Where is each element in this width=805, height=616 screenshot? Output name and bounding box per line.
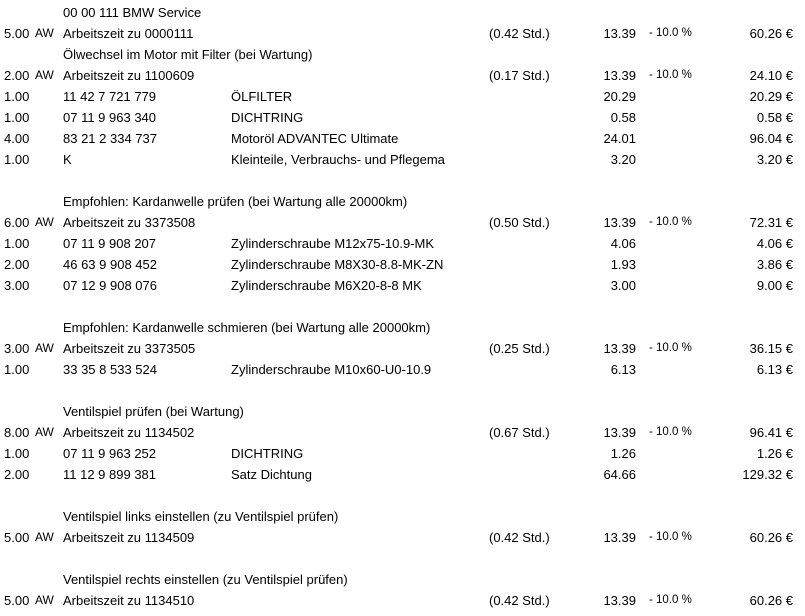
- part-number: 83 21 2 334 737: [63, 131, 157, 146]
- discount: - 10.0 %: [649, 342, 692, 354]
- quantity: 1.00: [4, 110, 30, 125]
- part-description: Zylinderschraube M6X20-8-8 MK: [231, 278, 422, 293]
- unit-price: 64.66: [603, 467, 636, 482]
- line-total: 60.26 €: [749, 26, 793, 41]
- unit: AW: [35, 593, 54, 607]
- quantity: 2.00: [4, 467, 30, 482]
- unit-price: 1.26: [610, 446, 636, 461]
- discount: - 10.0 %: [649, 531, 692, 543]
- part-row: [0, 149, 805, 170]
- unit-price: 1.93: [610, 257, 636, 272]
- section-header: [0, 2, 805, 23]
- part-row: [0, 359, 805, 380]
- line-total: 3.86 €: [756, 257, 793, 272]
- unit-price: 4.06: [610, 236, 636, 251]
- part-row: [0, 233, 805, 254]
- labor-code: Arbeitszeit zu 3373508: [63, 215, 196, 230]
- quantity: 3.00: [4, 341, 30, 356]
- line-total: 20.29 €: [749, 89, 793, 104]
- unit: AW: [35, 26, 54, 40]
- labor-code: Arbeitszeit zu 0000111: [63, 26, 194, 41]
- section-header: [0, 401, 805, 422]
- part-description: Zylinderschraube M12x75-10.9-MK: [231, 236, 435, 251]
- part-number: 07 11 9 963 340: [63, 110, 157, 125]
- quantity: 2.00: [4, 68, 30, 83]
- quantity: 1.00: [4, 362, 30, 377]
- hours: (0.17 Std.): [489, 68, 550, 83]
- unit: AW: [35, 425, 54, 439]
- line-total: 60.26 €: [749, 593, 793, 608]
- part-number: K: [63, 152, 72, 167]
- quantity: 4.00: [4, 131, 30, 146]
- unit-price: 20.29: [603, 89, 636, 104]
- quantity: 6.00: [4, 215, 30, 230]
- unit-price: 13.39: [603, 530, 636, 545]
- unit-price: 6.13: [610, 362, 636, 377]
- quantity: 1.00: [4, 446, 30, 461]
- line-total: 72.31 €: [749, 215, 793, 230]
- unit: AW: [35, 215, 54, 229]
- part-number: 07 11 9 963 252: [63, 446, 157, 461]
- labor-row: [0, 527, 805, 548]
- labor-row: [0, 338, 805, 359]
- line-total: 36.15 €: [749, 341, 793, 356]
- part-description: Motoröl ADVANTEC Ultimate: [231, 131, 399, 146]
- section-header: [0, 191, 805, 212]
- line-total: 129.32 €: [742, 467, 793, 482]
- section-title: Ventilspiel prüfen (bei Wartung): [63, 404, 244, 419]
- labor-row: [0, 422, 805, 443]
- quantity: 3.00: [4, 278, 30, 293]
- part-number: 33 35 8 533 524: [63, 362, 157, 377]
- quantity: 5.00: [4, 26, 30, 41]
- unit: AW: [35, 68, 54, 82]
- unit-price: 13.39: [603, 341, 636, 356]
- quantity: 5.00: [4, 530, 30, 545]
- hours: (0.42 Std.): [489, 593, 550, 608]
- part-row: [0, 443, 805, 464]
- part-number: 07 11 9 908 207: [63, 236, 157, 251]
- unit-price: 24.01: [603, 131, 636, 146]
- part-number: 11 42 7 721 779: [63, 89, 157, 104]
- part-number: 07 12 9 908 076: [63, 278, 157, 293]
- section-title: Empfohlen: Kardanwelle prüfen (bei Wartung alle 20000km): [63, 194, 408, 209]
- spacer-row: [0, 170, 805, 191]
- discount: - 10.0 %: [649, 216, 692, 228]
- line-total: 96.41 €: [749, 425, 793, 440]
- part-row: [0, 464, 805, 485]
- part-description: Zylinderschraube M10x60-U0-10.9: [231, 362, 432, 377]
- unit-price: 3.00: [610, 278, 636, 293]
- unit: AW: [35, 530, 54, 544]
- part-number: 11 12 9 899 381: [63, 467, 157, 482]
- discount: - 10.0 %: [649, 594, 692, 606]
- quantity: 8.00: [4, 425, 30, 440]
- unit-price: 13.39: [603, 593, 636, 608]
- unit: AW: [35, 341, 54, 355]
- unit-price: 13.39: [603, 425, 636, 440]
- labor-row: [0, 590, 805, 611]
- labor-row: [0, 212, 805, 233]
- labor-code: Arbeitszeit zu 1134509: [63, 530, 195, 545]
- labor-row: [0, 65, 805, 86]
- part-description: DICHTRING: [231, 446, 304, 461]
- part-description: ÖLFILTER: [231, 89, 293, 104]
- part-description: DICHTRING: [231, 110, 304, 125]
- section-title: Ventilspiel rechts einstellen (zu Ventilspiel prüfen): [63, 572, 348, 587]
- section-header: [0, 44, 805, 65]
- section-title: Ölwechsel im Motor mit Filter (bei Wartung): [63, 47, 313, 62]
- unit-price: 13.39: [603, 215, 636, 230]
- part-description: Zylinderschraube M8X30-8.8-MK-ZN: [231, 257, 444, 272]
- unit-price: 3.20: [610, 152, 636, 167]
- line-total: 6.13 €: [756, 362, 793, 377]
- line-total: 3.20 €: [756, 152, 793, 167]
- section-title: Ventilspiel links einstellen (zu Ventilspiel prüfen): [63, 509, 339, 524]
- labor-code: Arbeitszeit zu 1134510: [63, 593, 195, 608]
- spacer-row: [0, 380, 805, 401]
- part-row: [0, 128, 805, 149]
- hours: (0.42 Std.): [489, 26, 550, 41]
- quantity: 2.00: [4, 257, 30, 272]
- spacer-row: [0, 485, 805, 506]
- quantity: 1.00: [4, 89, 30, 104]
- part-description: Kleinteile, Verbrauchs- und Pflegema: [231, 152, 445, 167]
- labor-code: Arbeitszeit zu 1134502: [63, 425, 195, 440]
- section-header: [0, 317, 805, 338]
- line-total: 24.10 €: [749, 68, 793, 83]
- hours: (0.67 Std.): [489, 425, 550, 440]
- labor-code: Arbeitszeit zu 3373505: [63, 341, 196, 356]
- discount: - 10.0 %: [649, 27, 692, 39]
- part-row: [0, 86, 805, 107]
- part-number: 46 63 9 908 452: [63, 257, 157, 272]
- section-title: 00 00 111 BMW Service: [63, 5, 202, 20]
- quantity: 5.00: [4, 593, 30, 608]
- quantity: 1.00: [4, 236, 30, 251]
- spacer-row: [0, 296, 805, 317]
- unit-price: 13.39: [603, 68, 636, 83]
- line-total: 9.00 €: [756, 278, 793, 293]
- part-description: Satz Dichtung: [231, 467, 312, 482]
- line-total: 0.58 €: [756, 110, 793, 125]
- hours: (0.50 Std.): [489, 215, 550, 230]
- discount: - 10.0 %: [649, 426, 692, 438]
- line-total: 96.04 €: [749, 131, 793, 146]
- line-total: 4.06 €: [756, 236, 793, 251]
- hours: (0.42 Std.): [489, 530, 550, 545]
- line-total: 1.26 €: [756, 446, 793, 461]
- part-row: [0, 107, 805, 128]
- labor-code: Arbeitszeit zu 1100609: [63, 68, 195, 83]
- discount: - 10.0 %: [649, 69, 692, 81]
- section-title: Empfohlen: Kardanwelle schmieren (bei Wartung alle 20000km): [63, 320, 431, 335]
- hours: (0.25 Std.): [489, 341, 550, 356]
- section-header: [0, 569, 805, 590]
- unit-price: 13.39: [603, 26, 636, 41]
- spacer-row: [0, 548, 805, 569]
- labor-row: [0, 23, 805, 44]
- part-row: [0, 275, 805, 296]
- unit-price: 0.58: [610, 110, 636, 125]
- quantity: 1.00: [4, 152, 30, 167]
- part-row: [0, 254, 805, 275]
- line-total: 60.26 €: [749, 530, 793, 545]
- section-header: [0, 506, 805, 527]
